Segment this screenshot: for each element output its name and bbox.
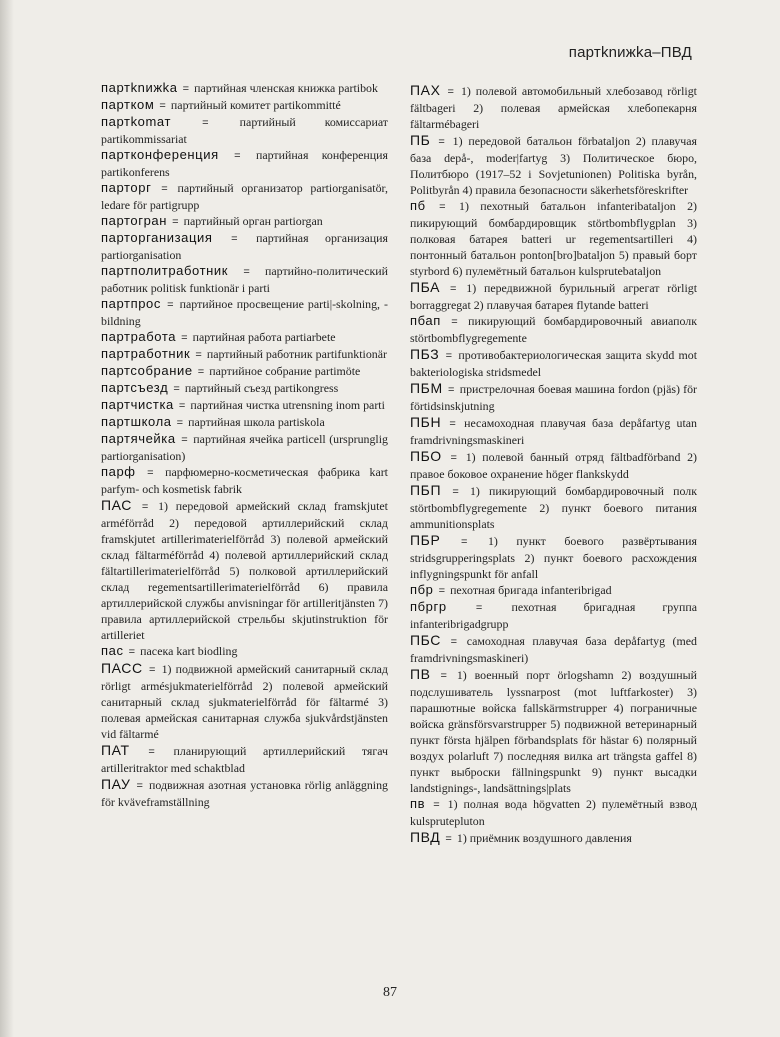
dictionary-entry [101,263,388,296]
entry-definition: партийный комитет partikommitté [170,98,341,112]
dictionary-entry [410,198,697,279]
dictionary-entry [410,132,697,198]
equals-sign: = [435,585,449,597]
equals-sign: = [144,664,160,676]
equals-sign: = [442,316,467,328]
dictionary-entry [101,363,388,380]
entry-headword: пбр [410,582,434,597]
equals-sign: = [173,417,187,429]
equals-sign: = [192,349,205,361]
equals-sign: = [134,501,157,513]
equals-sign: = [432,670,455,682]
dictionary-entry [410,532,697,582]
equals-sign: = [156,100,169,112]
entry-headword: парторг [101,180,152,195]
entry-definition: подвижная азотная установка rörlig anläggning för kväveframställning [101,778,388,809]
entry-definition: партийная чистка utrensning inom parti [190,398,385,412]
entry-definition: планирующий артиллерийский тягач artilleritraktor med schaktblad [101,744,388,775]
entry-definition: партийный орган partiorgan [183,214,323,228]
entry-definition: партийный организатор partiorganisatör, ledare för partigrupp [101,181,388,212]
entry-headword: партсъезд [101,380,169,395]
entry-definition: пасека kart biodling [140,644,238,658]
entry-headword: пв [410,796,426,811]
dictionary-entry [410,448,697,482]
entry-headword: ПБ [410,132,431,148]
dictionary-entry [410,829,697,847]
entry-headword: ПАХ [410,82,441,98]
dictionary-entry [410,380,697,414]
entry-headword: пбргр [410,599,447,614]
equals-sign: = [194,366,208,378]
entry-definition: партийная ячейка particell (ursprunglig partiorganisation) [101,432,388,463]
dictionary-entry [101,397,388,414]
equals-sign: = [442,833,455,845]
dictionary-entry [410,346,697,380]
entry-definition: 1) военный порт örlogshamn 2) воздушный подслушиватель lyssnarpost (mot luftfarkoster) 3) парашютные войска fallskärmstrupper 4) пограничные войска gränsförsvarstrupper 5) подвижной ветеринарный пункт första hjälpen förbandsplats för hästar 6) полярный воздух polarluft 7) последняя вилка art trängsta gaffel 8) пункт выброски fällningspunkt 9) пункт высадки landstignings-, landsättnings|plats [410,668,697,795]
entry-definition: партийное собрание partimöte [209,364,361,378]
equals-sign: = [443,418,463,430]
entry-headword: ПВ [410,666,431,682]
entry-headword: парф [101,464,136,479]
dictionary-entry [410,82,697,132]
entry-definition: 1) передвижной бурильный агрегат rörligt borraggregat 2) плавучая батарея flytande batteri [410,281,697,312]
entry-definition: 1) подвижной армейский санитарный склад rörligt armésjukmaterielförråd 2) полевой армейский санитарный склад sjukmaterielförråd för fältarmé 3) полевая армейская санитарная служба sjukvårdstjänsten vid fältarmé [101,662,388,741]
equals-sign: = [175,400,189,412]
entry-definition: партийно-политический работник politisk funktionär i parti [101,264,388,295]
dictionary-entry [101,431,388,464]
dictionary-entry [101,230,388,263]
dictionary-entry [101,660,388,742]
entry-definition: пристрелочная боевая машина fordon (pjäs) för förtidsinskjutning [410,382,697,413]
entry-definition: несамоходная плавучая база depåfartyg utan framdrivningsmaskineri [410,416,697,447]
entry-definition: 1) полевой банный отряд fältbadförband 2) правое боковое охранение höger flankskydd [410,450,697,481]
equals-sign: = [214,233,255,245]
entry-definition: парфюмерно-косметическая фабрика kart parfym- och kosmetisk fabrik [101,465,388,496]
entry-headword: партконференция [101,147,219,162]
equals-sign: = [443,452,464,464]
equals-sign: = [131,746,172,758]
entry-definition: 1) полная вода högvatten 2) пулемётный взвод kulsprutepluton [410,797,697,828]
equals-sign: = [170,383,183,395]
entry-definition: 1) пикирующий бомбардировочный полк störtbombflygregemente 2) пункт боевого питания ammunitionsplats [410,484,697,531]
entry-headword: партком [101,97,155,112]
equals-sign: = [125,646,139,658]
equals-sign: = [132,780,147,792]
entry-headword: партkomат [101,114,172,129]
dictionary-entry [101,346,388,363]
dictionary-entry [410,796,697,829]
dictionary-entry [410,279,697,313]
equals-sign: = [448,602,510,614]
dictionary-entry [410,414,697,448]
entry-headword: ПВД [410,829,441,845]
equals-sign: = [443,636,465,648]
dictionary-entry [101,776,388,810]
equals-sign: = [178,332,191,344]
entry-definition: 1) передовой батальон förbataljon 2) плавучая база depå-, moder|fartyg 3) Политическое бюро, Политбюро (1917–52 i Sovjetunionen) Politiska byrån, Politbyrån 4) правила безопасности säkerhetsföreskrifter [410,134,697,197]
entry-headword: партшкола [101,414,172,429]
entry-definition: 1) передовой армейский склад framskjutet arméförråd 2) передовой артиллерийский склад framskjutet artillerimaterielförråd 3) полевой армейский склад fältarméförråd 4) полевой артиллерийский склад fältartillerimaterielförråd 5) полковой артиллерийский склад regementsartillerimaterielförråd 6) правила артиллерийской службы anvisningar för artilleritjänsten 7) правила артиллерийской стрельбы skjutinstruktion för artilleriet [101,499,388,642]
dictionary-entry [101,147,388,180]
equals-sign: = [230,266,264,278]
entry-headword: пб [410,198,426,213]
equals-sign: = [153,183,176,195]
entry-headword: партполитработник [101,263,229,278]
entry-headword: партknижka [101,80,178,95]
equals-sign: = [441,350,457,362]
entry-headword: ПАСС [101,660,143,676]
entry-definition: партийный комиссариат partikommissariat [101,115,388,146]
entry-definition: партийная работа partiarbete [192,330,336,344]
entry-headword: ПБС [410,632,442,648]
dictionary-entry [101,296,388,329]
entry-headword: партчистка [101,397,174,412]
dictionary-entry [101,329,388,346]
page-binding-shadow [0,0,14,1037]
left-column [101,80,388,810]
entry-headword: партработник [101,346,191,361]
dictionary-entry [410,482,697,532]
entry-definition: пикирующий бомбардировочный авиаполк störtbombflygregemente [410,314,697,345]
equals-sign: = [169,216,182,228]
equals-sign: = [442,86,459,98]
equals-sign: = [177,434,192,446]
dictionary-entry [101,80,388,97]
entry-definition: партийная конференция partikonferens [101,148,388,179]
entry-headword: ПАТ [101,742,130,758]
equals-sign: = [442,283,465,295]
dictionary-entry [101,643,388,660]
dictionary-entry [101,380,388,397]
entry-definition: партийное просвещение parti|-skolning, -bildning [101,297,388,328]
entry-headword: пбап [410,313,441,328]
equals-sign: = [427,201,458,213]
running-head: партknижka–ПВД [568,44,692,61]
entry-definition: партийная школа partiskola [188,415,325,429]
page-number: 87 [383,985,397,1000]
entry-headword: ПАУ [101,776,131,792]
entry-definition: партийная членская книжка partibok [194,81,378,95]
entry-definition: противобактериологическая защита skydd mot bakteriologiska stridsmedel [410,348,697,379]
equals-sign: = [220,150,254,162]
right-column [410,82,697,847]
dictionary-entry [101,497,388,643]
equals-sign: = [444,384,458,396]
entry-headword: партогран [101,213,168,228]
entry-definition: партийный съезд partikongress [184,381,339,395]
entry-headword: ПБР [410,532,441,548]
equals-sign: = [443,486,468,498]
entry-headword: ПБП [410,482,442,498]
entry-definition: партийный работник partifunktionär [206,347,387,361]
dictionary-entry [101,464,388,497]
entry-headword: парторганизация [101,230,213,245]
entry-headword: ПАС [101,497,133,513]
dictionary-entry [101,97,388,114]
dictionary-entry [101,180,388,213]
entry-headword: ПБО [410,448,442,464]
dictionary-entry [410,666,697,796]
entry-definition: 1) полевой автомобильный хлебозавод rörligt fältbageri 2) полевая армейская хлебопекарня fältarmébageri [410,84,697,131]
dictionary-entry [410,313,697,346]
entry-headword: ПБЗ [410,346,440,362]
equals-sign: = [427,799,446,811]
entry-headword: партсобрание [101,363,193,378]
equals-sign: = [173,117,238,129]
dictionary-entry [101,114,388,147]
entry-headword: ПБМ [410,380,443,396]
equals-sign: = [432,136,451,148]
entry-headword: партработа [101,329,177,344]
dictionary-entry [101,213,388,230]
dictionary-entry [101,414,388,431]
entry-definition: 1) пункт боевого развёртывания stridsgrupperingsplats 2) пункт боевого расхождения inflygningspunkt för anfall [410,534,698,581]
dictionary-entry [410,582,697,599]
entry-definition: пехотная бригада infanteribrigad [450,583,612,597]
equals-sign: = [179,83,193,95]
entry-headword: партячейка [101,431,176,446]
entry-headword: пас [101,643,124,658]
entry-definition: партийная организация partiorganisation [101,231,388,262]
entry-headword: ПБА [410,279,441,295]
equals-sign: = [162,299,178,311]
entry-definition: самоходная плавучая база depåfartyg (med framdrivningsmaskineri) [410,634,697,665]
equals-sign: = [137,467,164,479]
entry-definition: пехотная бригадная группа infanteribrigadgrupp [410,600,697,631]
dictionary-entry [410,599,697,632]
entry-definition: 1) пехотный батальон infanteribataljon 2) пикирующий бомбардировщик störtbombflygplan 3) полковая батарея batteri ur regementsartilleri 4) понтонный батальон ponton[bro]bataljon 5) правый борт styrbord 6) пулемётный батальон kulsprutebataljon [410,199,697,278]
entry-definition: 1) приёмник воздушного давления [456,831,632,845]
equals-sign: = [442,536,486,548]
dictionary-entry [410,632,697,666]
entry-headword: ПБН [410,414,442,430]
dictionary-entry [101,742,388,776]
entry-headword: партпрос [101,296,161,311]
